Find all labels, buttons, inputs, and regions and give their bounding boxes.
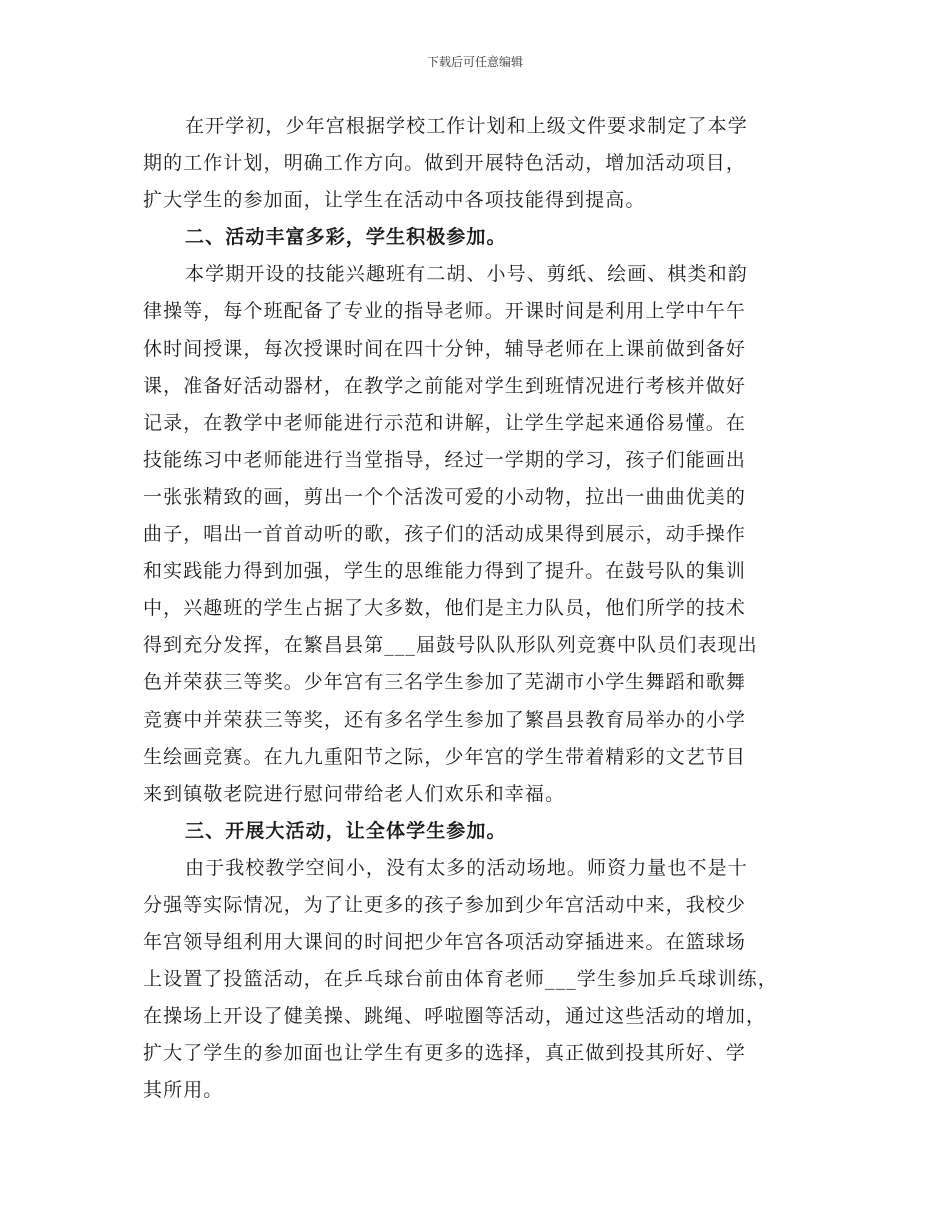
paragraph-line: 技能练习中老师能进行当堂指导，经过一学期的学习，孩子们能画出 <box>143 448 747 471</box>
paragraph-line: 和实践能力得到加强，学生的思维能力得到了提升。在鼓号队的集训 <box>143 560 747 583</box>
paragraph-line: 其所用。 <box>143 1079 224 1102</box>
paragraph-line: 上设置了投篮活动，在乒乓球台前由体育老师___学生参加乒乓球训练， <box>143 968 778 991</box>
paragraph-line: 竞赛中并荣获三等奖，还有多名学生参加了繁昌县教育局举办的小学 <box>143 708 747 731</box>
paragraph-line: 分强等实际情况，为了让更多的孩子参加到少年宫活动中来，我校少 <box>143 893 747 916</box>
paragraph-line: 色并荣获三等奖。少年宫有三名学生参加了芜湖市小学生舞蹈和歌舞 <box>143 671 747 694</box>
paragraph-line: 中，兴趣班的学生占据了大多数，他们是主力队员，他们所学的技术 <box>143 597 747 620</box>
page-header: 下载后可任意编辑 <box>426 55 523 69</box>
paragraph-line: 律操等，每个班配备了专业的指导老师。开课时间是利用上学中午午 <box>143 300 747 323</box>
section-heading: 三、开展大活动，让全体学生参加。 <box>185 819 507 842</box>
paragraph-line: 扩大学生的参加面，让学生在活动中各项技能得到提高。 <box>143 189 646 212</box>
section-heading: 二、活动丰富多彩，学生积极参加。 <box>185 226 507 249</box>
paragraph-line: 曲子，唱出一首首动听的歌，孩子们的活动成果得到展示，动手操作 <box>143 523 747 546</box>
paragraph-line: 年宫领导组利用大课间的时间把少年宫各项活动穿插进来。在篮球场 <box>143 931 747 954</box>
paragraph-line: 期的工作计划，明确工作方向。做到开展特色活动，增加活动项目， <box>143 152 747 175</box>
paragraph-line: 本学期开设的技能兴趣班有二胡、小号、剪纸、绘画、棋类和韵 <box>185 263 748 286</box>
document-body <box>143 108 778 1110</box>
paragraph-line: 记录，在教学中老师能进行示范和讲解，让学生学起来通俗易懂。在 <box>143 411 747 434</box>
paragraph-line: 扩大了学生的参加面也让学生有更多的选择，真正做到投其所好、学 <box>143 1042 747 1065</box>
paragraph-line: 在开学初，少年宫根据学校工作计划和上级文件要求制定了本学 <box>185 115 748 137</box>
paragraph-line: 来到镇敬老院进行慰问带给老人们欢乐和幸福。 <box>143 782 566 805</box>
paragraph-line: 在操场上开设了健美操、跳绳、呼啦圈等活动，通过这些活动的增加， <box>143 1005 767 1028</box>
paragraph-line: 得到充分发挥，在繁昌县第___届鼓号队队形队列竞赛中队员们表现出 <box>143 634 758 657</box>
paragraph-line: 休时间授课，每次授课时间在四十分钟，辅导老师在上课前做到备好 <box>143 337 747 360</box>
paragraph-line: 课，准备好活动器材，在教学之前能对学生到班情况进行考核并做好 <box>143 374 747 397</box>
paragraph-line: 一张张精致的画，剪出一个个活泼可爱的小动物，拉出一曲曲优美的 <box>143 485 747 508</box>
paragraph-line: 生绘画竞赛。在九九重阳节之际，少年宫的学生带着精彩的文艺节目 <box>143 745 747 768</box>
paragraph-line: 由于我校教学空间小，没有太多的活动场地。师资力量也不是十 <box>185 856 748 879</box>
